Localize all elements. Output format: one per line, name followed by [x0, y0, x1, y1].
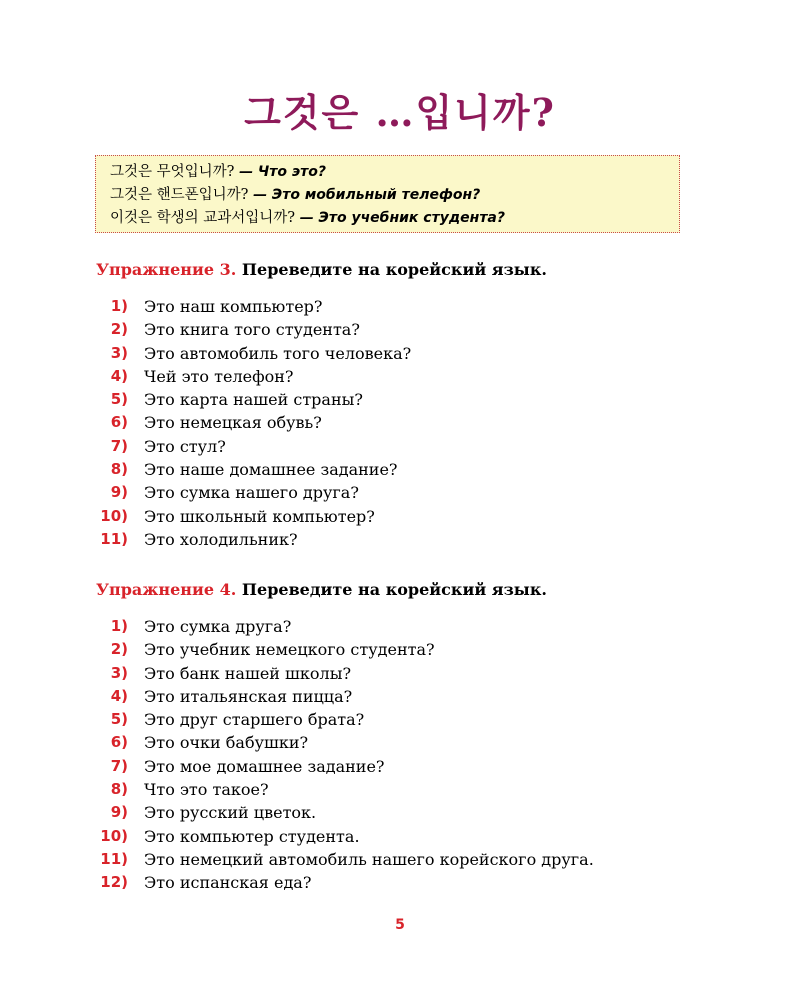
item-number: 5) — [110, 710, 128, 729]
list-item — [0, 685, 800, 708]
item-number: 3) — [110, 663, 128, 682]
page-title: 그것은 …입니까? — [244, 90, 556, 135]
list-item — [0, 731, 800, 754]
exercise-4-list — [0, 615, 800, 895]
item-number: 11) — [100, 849, 128, 868]
list-item — [0, 388, 800, 411]
example-korean: 이것은 학생의 교과서입니까? — [110, 210, 296, 226]
list-item — [0, 755, 800, 778]
item-text: Это наш компьютер? — [144, 297, 323, 316]
list-item — [0, 662, 800, 685]
item-text: Это холодильник? — [144, 529, 298, 549]
list-item — [0, 871, 800, 894]
item-text: Это наше домашнее задание? — [144, 460, 398, 480]
item-text: Это учебник немецкого студента? — [144, 640, 435, 660]
page-number: 5 — [395, 917, 405, 933]
list-item — [0, 848, 800, 871]
item-text: Это банк нашей школы? — [144, 663, 352, 683]
example-korean: 그것은 핸드폰입니까? — [110, 187, 249, 203]
list-item — [0, 801, 800, 824]
item-number: 6) — [110, 733, 128, 752]
list-item — [0, 458, 800, 481]
item-number: 8) — [110, 460, 128, 479]
exercise-3-instruction: Переведите на корейский язык. — [241, 260, 547, 279]
list-item — [0, 411, 800, 434]
list-item — [0, 825, 800, 848]
item-number: 3) — [110, 343, 128, 362]
item-number: 11) — [100, 529, 128, 548]
item-number: 2) — [110, 320, 128, 339]
item-number: 1) — [110, 617, 128, 635]
item-number: 4) — [110, 366, 128, 385]
list-item — [0, 615, 800, 638]
exercise-4-label: Упражнение 4. — [96, 580, 237, 599]
example-box — [95, 155, 680, 233]
list-item — [0, 435, 800, 458]
item-text: Это друг старшего брата? — [144, 710, 365, 730]
item-number: 12) — [100, 873, 128, 892]
item-number: 7) — [110, 436, 128, 455]
item-text: Это школьный компьютер? — [144, 506, 375, 526]
list-item — [0, 528, 800, 551]
list-item — [0, 295, 800, 318]
item-text: Это стул? — [144, 436, 226, 456]
example-russian: — Что это? — [239, 164, 327, 180]
item-text: Это испанская еда? — [144, 873, 312, 893]
item-text: Это русский цветок. — [144, 803, 317, 823]
list-item — [0, 638, 800, 661]
item-number: 5) — [110, 390, 128, 409]
item-text: Чей это телефон? — [144, 366, 294, 386]
example-russian: — Это мобильный телефон? — [253, 187, 481, 203]
item-number: 8) — [110, 780, 128, 799]
exercise-3-heading — [96, 260, 547, 279]
item-number: 1) — [110, 297, 128, 315]
list-item — [0, 505, 800, 528]
item-number: 10) — [100, 506, 128, 525]
item-text: Это карта нашей страны? — [144, 390, 363, 410]
item-text: Это немецкий автомобиль нашего корейского друга. — [144, 849, 594, 869]
item-text: Это мое домашнее задание? — [144, 756, 385, 776]
example-korean: 그것은 무엇입니까? — [110, 164, 235, 180]
list-item — [0, 342, 800, 365]
item-text: Это немецкая обувь? — [144, 413, 322, 433]
item-number: 9) — [110, 803, 128, 822]
item-text: Это сумка друга? — [144, 617, 292, 636]
item-text: Это автомобиль того человека? — [144, 343, 412, 363]
item-number: 2) — [110, 640, 128, 659]
list-item — [0, 708, 800, 731]
list-item — [0, 365, 800, 388]
item-text: Это итальянская пицца? — [144, 686, 353, 706]
item-number: 4) — [110, 686, 128, 705]
example-line — [110, 184, 679, 207]
item-text: Это сумка нашего друга? — [144, 483, 359, 503]
item-text: Это очки бабушки? — [144, 733, 309, 753]
item-number: 9) — [110, 483, 128, 502]
exercise-3-label: Упражнение 3. — [96, 260, 237, 279]
item-number: 7) — [110, 756, 128, 775]
exercise-3-list — [0, 295, 800, 551]
example-russian: — Это учебник студента? — [299, 210, 506, 226]
item-number: 10) — [100, 826, 128, 845]
list-item — [0, 778, 800, 801]
item-number: 6) — [110, 413, 128, 432]
list-item — [0, 481, 800, 504]
item-text: Это книга того студента? — [144, 320, 360, 340]
item-text: Это компьютер студента. — [144, 826, 360, 846]
list-item — [0, 318, 800, 341]
exercise-4-heading — [96, 580, 547, 599]
exercise-4-instruction: Переведите на корейский язык. — [241, 580, 547, 599]
item-text: Что это такое? — [144, 780, 269, 800]
example-line — [110, 161, 679, 184]
example-line — [110, 207, 679, 230]
